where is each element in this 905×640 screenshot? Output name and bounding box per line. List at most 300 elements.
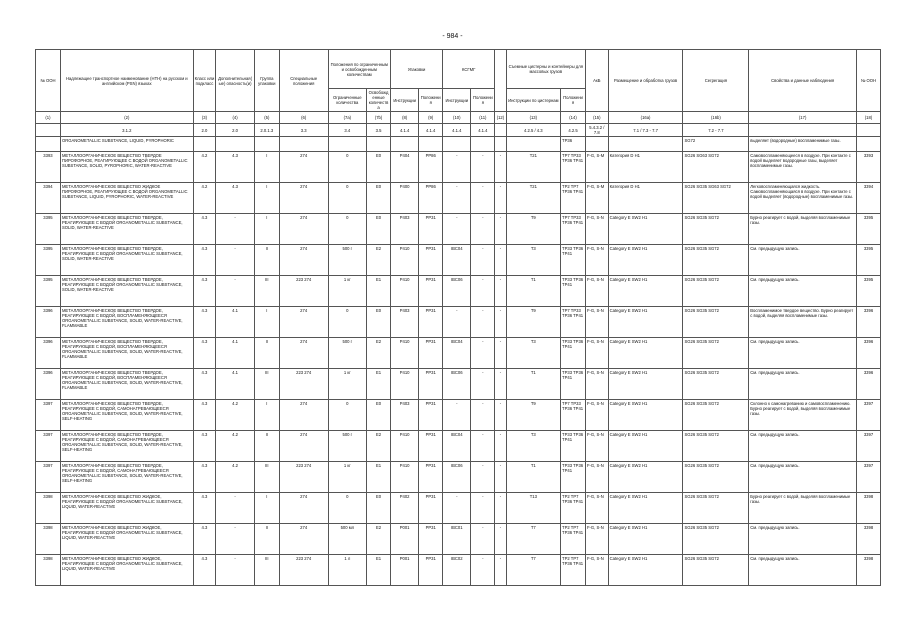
cell-pp: PP31 [419,338,443,369]
cell-tankp: TP2 TP7 TP36 TP41 [561,555,586,586]
cell-name: МЕТАЛЛООРГАНИЧЕСКОЕ ВЕЩЕСТВО ТВЕРДОЕ, РЕАГИРУЮЩЕЕ С ВОДОЙ, ВОСПЛАМЕНЯЮЩЕЕСЯ ORGANOMETALLIC SUBSTANCE, SOLID, WATER-REACTIVE, FLAMMABLE [60,338,193,369]
header-un: № ООН [36,50,61,112]
cell-cls: 4.3 [193,493,216,524]
table-row [36,400,881,431]
cell-seg: SG26 SG35 SG72 [683,555,749,586]
table-row [36,524,881,555]
table-body [36,137,881,586]
cell-ibcp: - [471,307,495,338]
cell-ibc: IBC01 [443,524,471,555]
cell-seg: SG26 SG63 SG72 [683,152,749,183]
cell-ibcp: - [471,369,495,400]
cell-sp: 274 [279,307,328,338]
cell-eq: E0 [367,400,391,431]
cell-ems: F-G, S-N [585,245,608,276]
column-code: 4.1.4 [443,124,471,137]
cell-pi: P410 [390,462,418,493]
cell-tank: T9 [506,400,560,431]
cell-sub: - [216,493,255,524]
cell-seg: SG26 SG35 SG72 [683,338,749,369]
cell-name: МЕТАЛЛООРГАНИЧЕСКОЕ ВЕЩЕСТВО ТВЕРДОЕ, РЕАГИРУЮЩЕЕ С ВОДОЙ, САМОНАГРЕВАЮЩЕЕСЯ ORGANOMETALLIC SUBSTANCE, SOLID, WATER-REACTIVE, SELF-HEATING [60,431,193,462]
cell-ems: F-G, S-N [585,431,608,462]
cell-ibcp: - [471,400,495,431]
cell-lq: 500 г [328,431,367,462]
cell-pp: PP31 [419,493,443,524]
cell-pg: II [254,245,279,276]
cell-sub: 4.2 [216,462,255,493]
column-number-row [36,112,881,124]
cell-lq: 1 л [328,555,367,586]
header-stowage: Размещение и обработка грузов [608,50,683,112]
cell-un: 3394 [36,183,61,214]
cell-cls: 4.3 [193,338,216,369]
cell-pp: PP31 [419,214,443,245]
cell-ems: F-G, S-N [585,555,608,586]
cell-tank: T3 [506,431,560,462]
cell-stow: Category E SW2 H1 [608,431,683,462]
cell-ibc [443,137,471,152]
cell-cls: 4.2 [193,183,216,214]
cell-pi: P001 [390,524,418,555]
cell-tankp: TP7 TP33 TP36 TP41 [561,307,586,338]
cell-stow: Category E SW2 H1 [608,369,683,400]
header-ibc-prov: Положения [471,89,495,112]
cell-ems: F-G, S-N [585,369,608,400]
cell-eq: E0 [367,152,391,183]
cell-ibc: - [443,152,471,183]
header-properties: Свойства и данные наблюдения [749,50,857,112]
cell-unr: 3395 [857,245,881,276]
cell-pg: II [254,338,279,369]
cell-ibcp: - [471,524,495,555]
cell-ems: F-G, S-N [585,307,608,338]
header-packing-instr: Инструкции [390,89,418,112]
cell-unr: 3396 [857,369,881,400]
cell-sp: 223 274 [279,555,328,586]
cell-un: 3398 [36,493,61,524]
cell-c12 [495,137,506,152]
column-code: 4.2.5 / 4.3 [506,124,560,137]
cell-cls [193,137,216,152]
header-packing-prov: Положения [419,89,443,112]
cell-ibcp: - [471,493,495,524]
cell-pi: P410 [390,338,418,369]
cell-sp: 274 [279,400,328,431]
cell-ibc: - [443,307,471,338]
cell-ibc: IBC04 [443,245,471,276]
cell-sub: - [216,524,255,555]
cell-c12: - [495,276,506,307]
cell-tank: T1 [506,276,560,307]
cell-unr: 3395 [857,214,881,245]
cell-pi: P403 [390,307,418,338]
cell-sub: - [216,214,255,245]
cell-eq: E0 [367,493,391,524]
column-code: 3.5 [367,124,391,137]
cell-un: 3396 [36,307,61,338]
column-code: 3.1.2 [60,124,193,137]
cell-sp: 274 [279,338,328,369]
cell-ems [585,137,608,152]
cell-tank: T9 [506,214,560,245]
cell-pi: P410 [390,431,418,462]
cell-sp: 274 [279,183,328,214]
cell-pi: P403 [390,214,418,245]
cell-prop: Самовоспламеняющееся в воздухе. При контакте с водой выделяет водородные газы, выделяет воспламенимые газы. [749,152,857,183]
cell-sp: 223 274 [279,276,328,307]
cell-sp: 274 [279,493,328,524]
cell-c12: - [495,152,506,183]
table-row [36,307,881,338]
cell-un: 3396 [36,369,61,400]
cell-stow: Category E SW2 H1 [608,493,683,524]
cell-seg: SG72 [683,137,749,152]
cell-eq [367,137,391,152]
cell-pi: P403 [390,400,418,431]
cell-stow: Category E SW2 H1 [608,400,683,431]
cell-un: 3395 [36,214,61,245]
cell-ibcp: - [471,152,495,183]
column-code: 4.1.4 [390,124,418,137]
cell-seg: SG26 SG35 SG72 [683,524,749,555]
cell-pi [390,137,418,152]
cell-pp: PP86 [419,152,443,183]
cell-c12: - [495,431,506,462]
cell-ibcp: - [471,276,495,307]
header-ibc-group: КСГМГ [443,50,495,89]
cell-tank: T7 [506,555,560,586]
cell-name: ORGANOMETALLIC SUBSTANCE, LIQUID, PYROPHORIC [60,137,193,152]
column-number: (7a) [328,112,367,124]
cell-c12: - [495,524,506,555]
cell-pg: I [254,307,279,338]
cell-ibcp: - [471,462,495,493]
column-code: 4.2.5 [561,124,586,137]
cell-pg: I [254,183,279,214]
cell-un: 3397 [36,400,61,431]
cell-pp: PP31 [419,369,443,400]
cell-tankp: TP7 TP33 TP36 TP41 [561,400,586,431]
cell-ibc: IBC04 [443,338,471,369]
table-row [36,183,881,214]
cell-name: МЕТАЛЛООРГАНИЧЕСКОЕ ВЕЩЕСТВО ТВЕРДОЕ, РЕАГИРУЮЩЕЕ С ВОДОЙ ORGANOMETALLIC SUBSTANCE, SOLID, WATER-REACTIVE [60,276,193,307]
cell-seg: SG26 SG35 SG72 [683,431,749,462]
cell-seg: SG26 SG35 SG72 [683,245,749,276]
table-row [36,493,881,524]
cell-un: 3397 [36,431,61,462]
cell-c12: - [495,369,506,400]
cell-stow: Category E SW2 H1 [608,214,683,245]
column-code [857,124,881,137]
cell-prop: См. предыдущую запись. [749,245,857,276]
cell-name: МЕТАЛЛООРГАНИЧЕСКОЕ ВЕЩЕСТВО ТВЕРДОЕ ПИРОФОРНОЕ, РЕАГИРУЮЩЕЕ С ВОДОЙ ORGANOMETALLIC SUBSTANCE, SOLID, PYROPHORIC, WATER-REACTIVE [60,152,193,183]
cell-un: 3398 [36,524,61,555]
cell-unr: 3393 [857,152,881,183]
cell-unr: 3397 [857,400,881,431]
page-number: - 984 - [442,33,463,40]
cell-cls: 4.3 [193,276,216,307]
cell-c12: - [495,214,506,245]
cell-pg: I [254,214,279,245]
cell-sub: 4.1 [216,338,255,369]
cell-sub: - [216,555,255,586]
cell-un: 3396 [36,338,61,369]
cell-lq: 1 кг [328,462,367,493]
cell-unr: 3397 [857,431,881,462]
cell-pg: I [254,152,279,183]
cell-lq [328,137,367,152]
column-code: 2.0 [216,124,255,137]
cell-name: МЕТАЛЛООРГАНИЧЕСКОЕ ВЕЩЕСТВО ЖИДКОЕ, РЕАГИРУЮЩЕЕ С ВОДОЙ ORGANOMETALLIC SUBSTANCE, LIQUID, WATER-REACTIVE [60,524,193,555]
cell-unr: 3396 [857,307,881,338]
cell-tankp: TP33 TP36 TP41 [561,431,586,462]
cell-stow: Category E SW2 H1 [608,338,683,369]
cell-unr: 3395 [857,276,881,307]
cell-prop: См. предыдущую запись. [749,524,857,555]
cell-ems: F-G, S-N [585,400,608,431]
cell-prop: Воспламенимое твердое вещество. Бурно реагирует с водой, выделяя воспламенимые газы. [749,307,857,338]
cell-ibc: - [443,214,471,245]
cell-pg: I [254,400,279,431]
column-number: (11) [471,112,495,124]
table-row [36,338,881,369]
cell-name: МЕТАЛЛООРГАНИЧЕСКОЕ ВЕЩЕСТВО ТВЕРДОЕ, РЕАГИРУЮЩЕЕ С ВОДОЙ ORGANOMETALLIC SUBSTANCE, SOLID, WATER-REACTIVE [60,214,193,245]
cell-eq: E0 [367,307,391,338]
cell-pi: P410 [390,276,418,307]
header-limited-group: Положения по ограниченным и освобожденным количествам [328,50,390,89]
cell-pg: III [254,555,279,586]
column-number: (2) [60,112,193,124]
column-number: (16b) [683,112,749,124]
cell-tank: T3 [506,245,560,276]
cell-pp: PP31 [419,462,443,493]
cell-c12: - [495,183,506,214]
cell-name: МЕТАЛЛООРГАНИЧЕСКОЕ ВЕЩЕСТВО ТВЕРДОЕ, РЕАГИРУЮЩЕЕ С ВОДОЙ, САМОНАГРЕВАЮЩЕЕСЯ ORGANOMETALLIC SUBSTANCE, SOLID, WATER-REACTIVE, SELF-HEATING [60,400,193,431]
cell-pg: III [254,369,279,400]
cell-prop: См. предыдущую запись. [749,431,857,462]
cell-stow: Category E SW2 H1 [608,524,683,555]
cell-stow: Категория D H1 [608,152,683,183]
cell-cls: 4.3 [193,214,216,245]
cell-seg: SG26 SG35 SG63 SG72 [683,183,749,214]
column-code: 5.4.3.2 / 7.8 [585,124,608,137]
table-row [36,152,881,183]
column-number: (8) [390,112,418,124]
cell-name: МЕТАЛЛООРГАНИЧЕСКОЕ ВЕЩЕСТВО ТВЕРДОЕ, РЕАГИРУЮЩЕЕ С ВОДОЙ ORGANOMETALLIC SUBSTANCE, SOLID, WATER-REACTIVE [60,245,193,276]
cell-sp: 274 [279,152,328,183]
cell-sp: 223 274 [279,462,328,493]
cell-eq: E2 [367,431,391,462]
cell-sp: 223 274 [279,369,328,400]
cell-seg: SG26 SG35 SG72 [683,214,749,245]
cell-pi: P410 [390,369,418,400]
cell-lq: 1 кг [328,276,367,307]
cell-eq: E1 [367,276,391,307]
cell-ibc: - [443,493,471,524]
cell-eq: E1 [367,369,391,400]
cell-pi: P001 [390,555,418,586]
cell-c12: - [495,338,506,369]
cell-ibcp: - [471,555,495,586]
cell-c12: - [495,493,506,524]
cell-tank: T7 [506,524,560,555]
cell-eq: E0 [367,183,391,214]
cell-c12: - [495,307,506,338]
cell-pi: P400 [390,183,418,214]
cell-tankp: TP33 TP36 TP41 [561,462,586,493]
cell-unr: 3398 [857,524,881,555]
cell-pp: PP31 [419,276,443,307]
column-number: (16a) [608,112,683,124]
cell-tankp: TP33 TP36 TP41 [561,369,586,400]
cell-sp: 274 [279,214,328,245]
cell-prop: выделяет (водородные) воспламенимые газы. [749,137,857,152]
column-number: (13) [506,112,560,124]
cell-stow: Category E SW2 H1 [608,276,683,307]
header-limited: Ограниченные количества [328,89,367,112]
cell-lq: 500 г [328,245,367,276]
cell-pp [419,137,443,152]
column-number: (1) [36,112,61,124]
cell-tank: T1 [506,462,560,493]
column-code: 4.1.4 [419,124,443,137]
table-row [36,431,881,462]
column-code: 7.2 - 7.7 [683,124,749,137]
column-number: (5) [254,112,279,124]
cell-prop: Легковоспламеняющаяся жидкость. Самовоспламеняющаяся в воздухе. При контакте с водой выделяет (водородные) воспламенимые газы. [749,183,857,214]
cell-tankp: TP33 TP36 TP41 [561,245,586,276]
cell-sub [216,137,255,152]
header-tank-instr: Инструкции по цистернам [506,89,560,112]
header-pg: Группа упаковки [254,50,279,112]
cell-ibcp: - [471,183,495,214]
cell-ems: F-G, S-M [585,152,608,183]
cell-seg: SG26 SG35 SG72 [683,400,749,431]
header-ibc-instr: Инструкции [443,89,471,112]
cell-cls: 4.3 [193,431,216,462]
cell-ibcp: - [471,245,495,276]
dangerous-goods-table [35,49,881,586]
cell-unr: 3394 [857,183,881,214]
cell-sp: 274 [279,524,328,555]
cell-seg: SG26 SG35 SG72 [683,462,749,493]
cell-eq: E1 [367,555,391,586]
cell-pp: PP31 [419,245,443,276]
cell-ibc: IBC06 [443,276,471,307]
cell-lq: 0 [328,493,367,524]
cell-ems: F-G, S-N [585,276,608,307]
cell-cls: 4.3 [193,555,216,586]
cell-ibc: IBC06 [443,369,471,400]
column-number: (9) [419,112,443,124]
cell-prop: Бурно реагирует с водой, выделяя воспламенимые газы. [749,493,857,524]
cell-cls: 4.2 [193,152,216,183]
table-row [36,462,881,493]
cell-lq: 0 [328,307,367,338]
cell-un: 3395 [36,276,61,307]
cell-cls: 4.3 [193,245,216,276]
cell-unr: 3397 [857,462,881,493]
table-row [36,214,881,245]
header-subsidiary: Дополнительная(ые) опасность(и) [216,50,255,112]
header-special: Специальные положения [279,50,328,112]
cell-unr [857,137,881,152]
cell-sub: 4.3 [216,183,255,214]
cell-tank: T3 [506,338,560,369]
column-code: 7.1 / 7.3 - 7.7 [608,124,683,137]
cell-ems: F-G, S-N [585,338,608,369]
cell-name: МЕТАЛЛООРГАНИЧЕСКОЕ ВЕЩЕСТВО ТВЕРДОЕ, РЕАГИРУЮЩЕЕ С ВОДОЙ, ВОСПЛАМЕНЯЮЩЕЕСЯ ORGANOMETALLIC SUBSTANCE, SOLID, WATER-REACTIVE, FLAMMABLE [60,369,193,400]
column-number: (12) [495,112,506,124]
cell-pg: I [254,493,279,524]
cell-ibc: - [443,400,471,431]
cell-prop: См. предыдущую запись. [749,276,857,307]
cell-eq: E2 [367,338,391,369]
cell-name: МЕТАЛЛООРГАНИЧЕСКОЕ ВЕЩЕСТВО ЖИДКОЕ ПИРОФОРНОЕ, РЕАГИРУЮЩЕЕ С ВОДОЙ ORGANOMETALLIC SUBSTANCE, LIQUID, PYROPHORIC, WATER-REACTIVE [60,183,193,214]
cell-tankp: TP7 TP33 TP36 TP41 [561,214,586,245]
cell-ems: F-G, S-N [585,462,608,493]
cell-stow: Category E SW2 H1 [608,245,683,276]
cell-unr: 3396 [857,338,881,369]
cell-un: 3393 [36,152,61,183]
cell-name: МЕТАЛЛООРГАНИЧЕСКОЕ ВЕЩЕСТВО ТВЕРДОЕ, РЕАГИРУЮЩЕЕ С ВОДОЙ, ВОСПЛАМЕНЯЮЩЕЕСЯ ORGANOMETALLIC SUBSTANCE, SOLID, WATER-REACTIVE, FLAMMABLE [60,307,193,338]
header-tank-prov: Положения [561,89,586,112]
cell-pi: P404 [390,152,418,183]
cell-prop: См. предыдущую запись. [749,369,857,400]
cell-tankp: TP36 [561,137,586,152]
cell-c12: - [495,555,506,586]
column-code: 2.0.1.3 [254,124,279,137]
cell-ibcp: - [471,214,495,245]
cell-sub: 4.2 [216,400,255,431]
cell-tank: T21 [506,183,560,214]
table-row [36,137,881,152]
cell-ems: F-G, S-N [585,214,608,245]
cell-lq: 1 кг [328,369,367,400]
cell-ibcp: - [471,431,495,462]
cell-tankp: TP2 TP7 TP36 TP41 [561,524,586,555]
cell-sp: 274 [279,245,328,276]
table-row [36,369,881,400]
column-code: 3.3 [279,124,328,137]
column-number: (6) [279,112,328,124]
cell-ibcp: - [471,338,495,369]
header-segregation: Сегрегация [683,50,749,112]
cell-unr: 3398 [857,493,881,524]
cell-pp: PP31 [419,524,443,555]
cell-pp: PP31 [419,555,443,586]
cell-pg: III [254,276,279,307]
column-code [749,124,857,137]
column-number: (18) [857,112,881,124]
cell-sub: 4.1 [216,369,255,400]
cell-c12: - [495,245,506,276]
cell-sp [279,137,328,152]
cell-name: МЕТАЛЛООРГАНИЧЕСКОЕ ВЕЩЕСТВО ТВЕРДОЕ, РЕАГИРУЮЩЕЕ С ВОДОЙ, САМОНАГРЕВАЮЩЕЕСЯ ORGANOMETALLIC SUBSTANCE, SOLID, WATER-REACTIVE, SELF-HEATING [60,462,193,493]
cell-lq: 500 мл [328,524,367,555]
cell-seg: SG26 SG35 SG72 [683,307,749,338]
cell-c12: - [495,400,506,431]
cell-pi: P402 [390,493,418,524]
column-code-row [36,124,881,137]
cell-lq: 0 [328,214,367,245]
cell-ibcp [471,137,495,152]
cell-prop: Бурно реагирует с водой, выделяя воспламенимые газы. [749,214,857,245]
cell-stow: Category E SW2 H1 [608,555,683,586]
cell-stow: Category E SW2 H1 [608,307,683,338]
column-number: (14) [561,112,586,124]
cell-pg [254,137,279,152]
